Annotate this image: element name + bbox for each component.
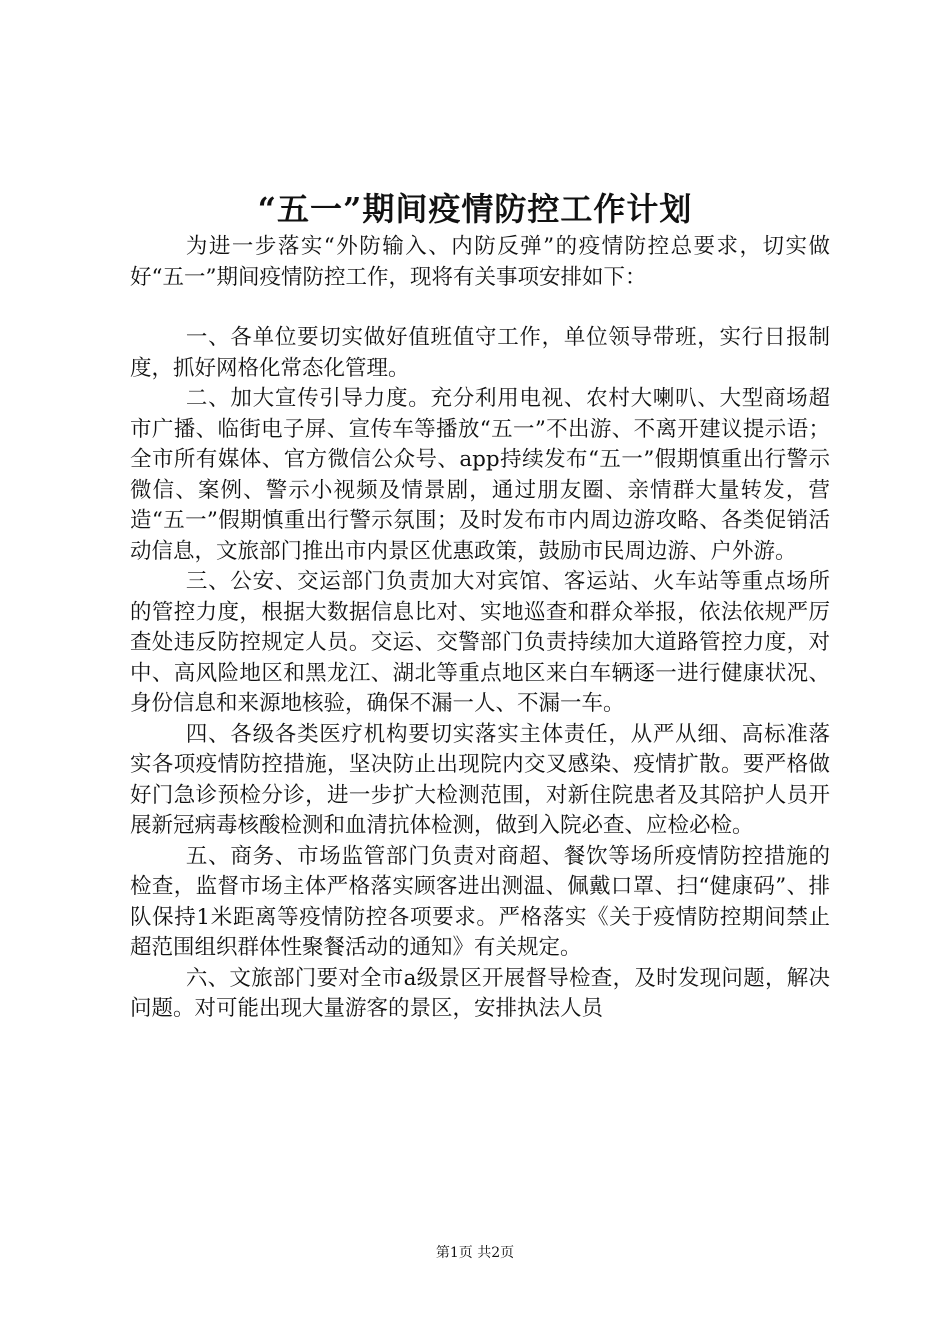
paragraph-item-5: 五、商务、市场监管部门负责对商超、餐饮等场所疫情防控措施的检查，监督市场主体严格落实顾客进出测温、佩戴口罩、扫“健康码”、排队保持1米距离等疫情防控各项要求。严格落实《关于疫情防控期间禁止超范围组织群体性聚餐活动的通知》有关规定。 [130, 843, 830, 960]
paragraph-intro: 为进一步落实“外防输入、内防反弹”的疫情防控总要求，切实做好“五一”期间疫情防控工作，现将有关事项安排如下： [130, 234, 830, 290]
paragraph-item-6: 六、文旅部门要对全市a级景区开展督导检查，及时发现问题，解决问题。对可能出现大量游客的景区，安排执法人员 [130, 965, 830, 1021]
document-body [130, 232, 830, 1025]
paragraph-item-3: 三、公安、交运部门负责加大对宾馆、客运站、火车站等重点场所的管控力度，根据大数据信息比对、实地巡查和群众举报，依法依规严厉查处违反防控规定人员。交运、交警部门负责持续加大道路管控力度，对中、高风险地区和黑龙江、湖北等重点地区来白车辆逐一进行健康状况、身份信息和来源地核验，确保不漏一人、不漏一车。 [130, 569, 830, 716]
document-title: “五一”期间疫情防控工作计划 [257, 190, 693, 228]
page-footer: 第1页 共2页 [435, 1245, 515, 1261]
paragraph-item-2: 二、加大宣传引导力度。充分利用电视、农村大喇叭、大型商场超市广播、临街电子屏、宣传车等播放“五一”不出游、不离开建议提示语；全市所有媒体、官方微信公众号、app持续发布“五一”假期慎重出行警示微信、案例、警示小视频及情景剧，通过朋友圈、亲情群大量转发，营造“五一”假期慎重出行警示氛围；及时发布市内周边游攻略、各类促销活动信息，文旅部门推出市内景区优惠政策，鼓励市民周边游、户外游。 [130, 386, 830, 564]
paragraph-item-1: 一、各单位要切实做好值班值守工作，单位领导带班，实行日报制度，抓好网格化常态化管理。 [130, 325, 830, 381]
paragraph-item-4: 四、各级各类医疗机构要切实落实主体责任，从严从细、高标准落实各项疫情防控措施，坚决防止出现院内交叉感染、疫情扩散。要严格做好门急诊预检分诊，进一步扩大检测范围，对新住院患者及其陪护人员开展新冠病毒核酸检测和血清抗体检测，做到入院必查、应检必检。 [130, 721, 830, 838]
